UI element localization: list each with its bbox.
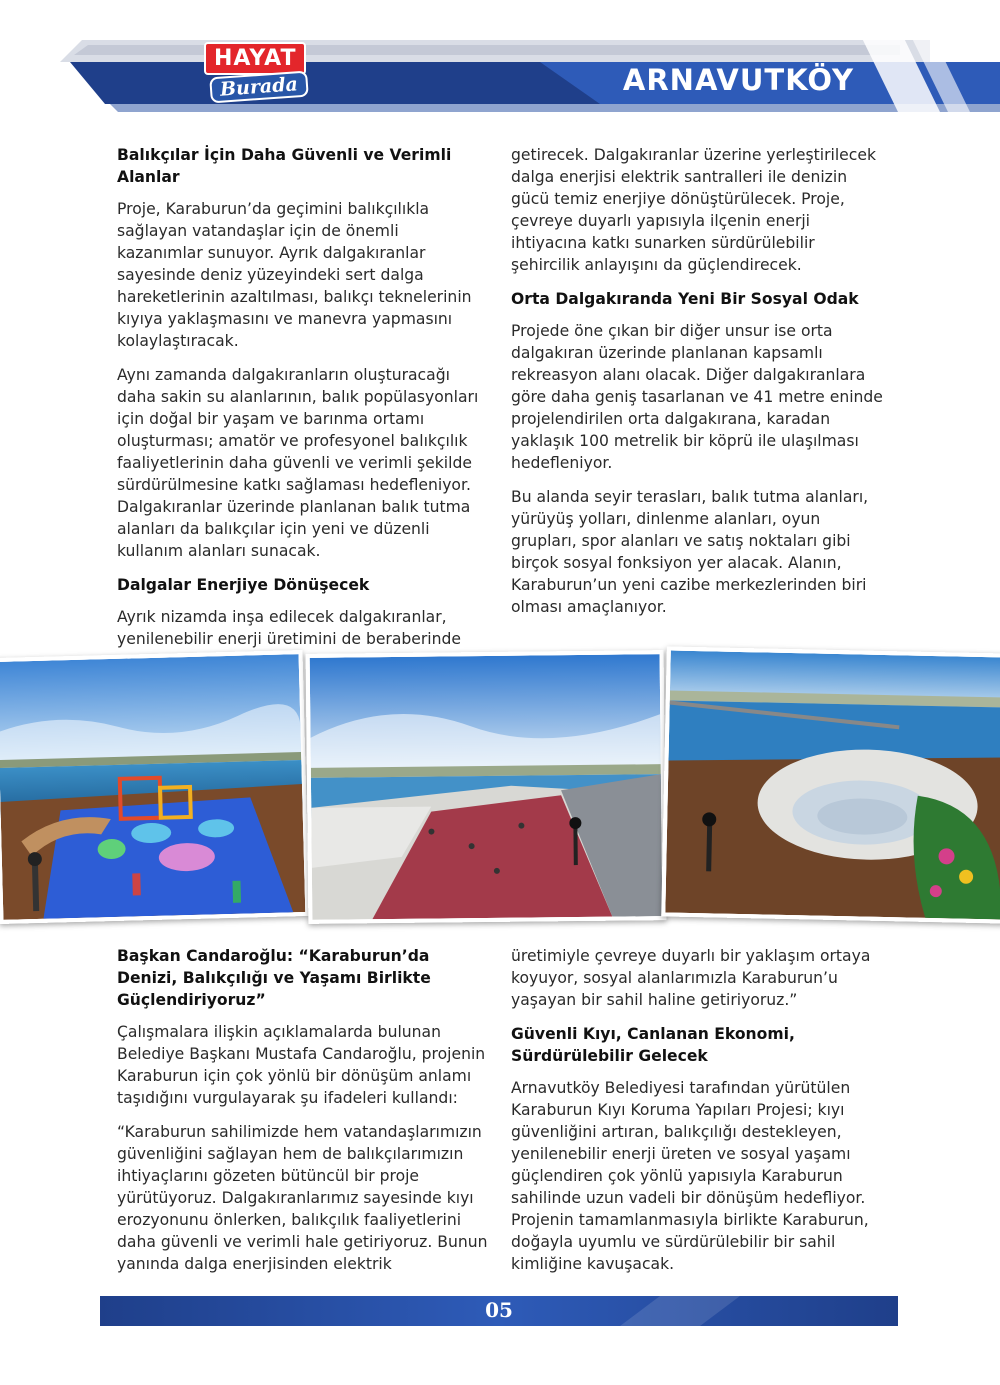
paragraph: Proje, Karaburun’da geçimini balıkçılıkla sağlayan vatandaşlar için de önemli kazanımlar sunuyor. Ayrık dalgakıranlar sayesinde deniz yüzeyindeki sert dalga hareketlerinin azaltılması, balıkçı teknelerinin kıyıya yaklaşmasını ve manevra yapmasını kolaylaştıracak. bbox=[117, 200, 472, 350]
section-heading-safe-coast: Güvenli Kıyı, Canlanan Ekonomi, Sürdürülebilir Gelecek bbox=[511, 1025, 795, 1065]
paragraph: Çalışmalara ilişkin açıklamalarda bulunan Belediye Başkanı Mustafa Candaroğlu, projenin Karaburun için çok yönlü bir dönüşüm anlamı taşıdığını vurgulayarak şu ifadeleri kullandı: bbox=[117, 1023, 486, 1107]
article-column-4 bbox=[511, 945, 883, 1287]
photo-amphitheatre-render bbox=[661, 646, 1000, 923]
article-column-2 bbox=[511, 144, 883, 630]
page-header bbox=[0, 0, 1000, 140]
paragraph: Ayrık nizamda inşa edilecek dalgakıranlar, yenilenebilir enerji üretimini de beraberinde bbox=[117, 608, 462, 648]
paragraph: üretimiyle çevreye duyarlı bir yaklaşım ortaya koyuyor, sosyal alanlarımızla Karaburun’u yaşayan bir sahil haline getiriyoruz.” bbox=[511, 947, 871, 1009]
district-title: ARNAVUTKÖY bbox=[622, 63, 854, 97]
article-column-1 bbox=[117, 144, 485, 662]
section-heading-fishermen: Balıkçılar İçin Daha Güvenli ve Verimli Alanlar bbox=[117, 146, 452, 186]
photo-strip bbox=[0, 636, 1000, 926]
paragraph: Projede öne çıkan bir diğer unsur ise orta dalgakıran üzerinde planlanan kapsamlı rekreasyon alanı olacak. Diğer dalgakıranlara göre daha geniş tasarlanan ve 41 metre eninde projelendirilen orta dalgakırana, karadan yaklaşık 100 metrelik bir köprü ile ulaşılması hedefleniyor. bbox=[511, 322, 883, 472]
paragraph: Arnavutköy Belediyesi tarafından yürütülen Karaburun Kıyı Koruma Yapıları Projesi; kıyı güvenliğini artıran, balıkçılığı destekleyen, yenilenebilir enerji üreten ve sosyal yaşamı güçlendiren çok yönlü yapısıyla Karaburun sahilinde uzun vadeli bir dönüşüm hedefliyor. Projenin tamamlanmasıyla birlikte Karaburun, doğayla uyumlu ve sürdürülebilir bir sahil kimliğine kavuşacak. bbox=[511, 1079, 869, 1273]
section-heading-mayor-quote: Başkan Candaroğlu: “Karaburun’da Denizi, Balıkçılığı ve Yaşamı Birlikte Güçlendiriyoruz” bbox=[117, 947, 431, 1009]
section-heading-energy: Dalgalar Enerjiye Dönüşecek bbox=[117, 576, 370, 594]
paragraph: getirecek. Dalgakıranlar üzerine yerleştirilecek dalga enerjisi elektrik santralleri ile denizin gücü temiz enerjiye dönüştürülecek. Proje, çevreye duyarlı yapısıyla ilçenin enerji ihtiyacına katkı sunarken sürdürülebilir şehircilik anlayışını da güçlendirecek. bbox=[511, 146, 876, 274]
paragraph: “Karaburun sahilimizde hem vatandaşlarımızın güvenliğini sağlayan hem de balıkçılarımızın ihtiyaçlarını gözeten bütüncül bir proje yürütüyoruz. Dalgakıranlarımız sayesinde kıyı erozyonunu önlerken, balıkçılık faaliyetlerini daha güvenli ve verimli hale getiriyoruz. Bunun yanında dalga enerjisinden elektrik bbox=[117, 1123, 488, 1273]
photo-promenade-render bbox=[306, 650, 667, 924]
photo-playground-render bbox=[0, 650, 309, 924]
page-number: 05 bbox=[485, 1298, 513, 1322]
section-heading-social-focus: Orta Dalgakıranda Yeni Bir Sosyal Odak bbox=[511, 290, 859, 308]
hayat-burada-logo bbox=[196, 42, 304, 104]
logo-hayat-text: HAYAT bbox=[204, 42, 306, 75]
paragraph: Aynı zamanda dalgakıranların oluşturacağı daha sakin su alanlarının, balık popülasyonları için doğal bir yaşam ve barınma ortamı oluşturması; amatör ve profesyonel balıkçılık faaliyetlerinin daha güvenli ve verimli şekilde sürdürülmesine katkı sağlaması hedefleniyor. Dalgakıranlar üzerinde planlanan balık tutma alanları da balıkçılar için yeni ve düzenli kullanım alanları sunacak. bbox=[117, 366, 479, 560]
logo-burada-text: Burada bbox=[209, 71, 308, 104]
page-footer bbox=[100, 1296, 898, 1326]
article-column-3 bbox=[117, 945, 489, 1287]
paragraph: Bu alanda seyir terasları, balık tutma alanları, yürüyüş yolları, dinlenme alanları, oyun grupları, spor alanları ve satış noktaları gibi birçok sosyal fonksiyon yer alacak. Alanın, Karaburun’un yeni cazibe merkezlerinden biri olması amaçlanıyor. bbox=[511, 488, 869, 616]
